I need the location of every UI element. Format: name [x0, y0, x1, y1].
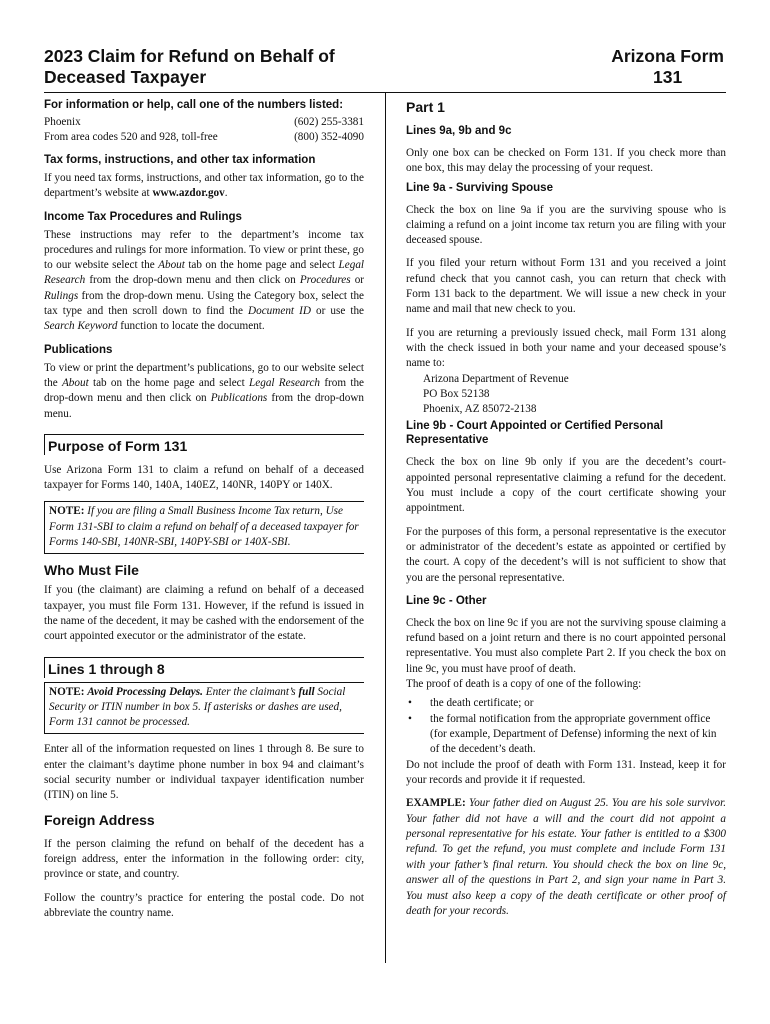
mailing-address [406, 372, 726, 418]
procedures-heading: Income Tax Procedures and Rulings [44, 210, 242, 223]
line-9b-text-1: Check the box on line 9b only if you are the decedent’s court-appointed personal representative claiming a refund for the decedent. You must include a copy of the court certificate showing your appointment. [406, 456, 726, 515]
title-line-1: 2023 Claim for Refund on Behalf of [44, 46, 335, 66]
foreign-address-text-1: If the person claiming the refund on behalf of the decedent has a foreign address, enter the information in the following order: city, province or state, and country. [44, 837, 364, 881]
lines-1-8-heading: Lines 1 through 8 [48, 660, 165, 677]
purpose-text: Use Arizona Form 131 to claim a refund on behalf of a deceased taxpayer for Forms 140, 140A, 140EZ, 140NR, 140PY or 140X. [44, 463, 364, 492]
lines-9-heading: Lines 9a, 9b and 9c [406, 125, 512, 137]
column-divider [385, 93, 386, 963]
website-link[interactable]: www.azdor.gov [152, 187, 225, 200]
example-label: EXAMPLE: [406, 797, 466, 810]
line-9c-text-2: The proof of death is a copy of one of the following: [406, 678, 642, 691]
title-line-2: Deceased Taxpayer [44, 67, 207, 87]
page-title [44, 46, 374, 88]
lines-9-text: Only one box can be checked on Form 131. If you check more than one box, this may delay the processing of your request. [406, 147, 726, 175]
example-paragraph [406, 796, 726, 919]
form-number [611, 46, 724, 88]
form-label: Arizona Form [611, 46, 724, 66]
phone-row-phoenix [44, 115, 364, 130]
list-item: • the death certificate; or [406, 696, 726, 711]
lines-note: NOTE: Avoid Processing Delays. Enter the claimant’s full Social Security or ITIN number in box 5. If asterisks or dashes are used, Form 131 cannot be processed. [44, 682, 364, 735]
address-line: Phoenix, AZ 85072-2138 [423, 403, 537, 416]
procedures-text: These instructions may refer to the department’s income tax procedures and rulings for more information. To view or print these, go to our website select the About tab on the home page and select Legal Research from the drop-down menu and then click on Procedures or Rulings from the drop-down menu. Using the Category box, select the tax type and then scroll down to find the Document ID or use the Search Keyword function to locate the document. [44, 228, 365, 333]
line-9c-text-1: Check the box on line 9c if you are not the surviving spouse claiming a refund based on a joint return and there is no court appointed personal representative. You must also complete Part 2. If you check the box on line 9c, you must have proof of death. [406, 616, 726, 675]
part-1-heading: Part 1 [406, 99, 445, 115]
left-column [44, 96, 364, 921]
who-must-file-text: If you (the claimant) are claiming a refund on behalf of a deceased taxpayer, you must file Form 131. However, if the refund is issued in the name of the decedent, it may be cashed with the endorsement of the court appointed executor or the administrator of the estate. [44, 584, 364, 643]
line-9a-text-3: If you are returning a previously issued check, mail Form 131 along with the check issued in both your name and your deceased spouse’s name to: [406, 326, 726, 370]
foreign-address-text-2: Follow the country’s practice for entering the postal code. Do not abbreviate the country name. [44, 891, 364, 919]
phone-label: From area codes 520 and 928, toll-free [44, 131, 218, 143]
bullet-icon: • [408, 697, 412, 710]
info-heading: For information or help, call one of the numbers listed: [44, 99, 344, 111]
purpose-section [44, 434, 364, 455]
bullet-icon: • [408, 712, 412, 725]
address-line: Arizona Department of Revenue [423, 372, 569, 385]
list-item: • the formal notification from the appropriate government office (for example, Department of Defense) informing the next of kin of the decedent’s death. [406, 712, 726, 758]
line-9b-text-2: For the purposes of this form, a personal representative is the executor or administrator of the decedent’s estate as appointed or certified by the court. A copy of the decedent’s will is not sufficient to show that you are the personal representative. [406, 525, 726, 584]
address-line: PO Box 52138 [423, 387, 490, 400]
line-9c-text-3: Do not include the proof of death with Form 131. Instead, keep it for your records and provide it if requested. [406, 758, 726, 786]
line-9a-text-1: Check the box on line 9a if you are the surviving spouse who is claiming a refund on a joint income tax return you are filing with your deceased spouse. [406, 203, 726, 247]
line-9c-heading: Line 9c - Other [406, 594, 487, 607]
phone-number: (602) 255-3381 [294, 116, 364, 128]
line-9b-heading: Line 9b - Court Appointed or Certified Personal Representative [406, 420, 664, 447]
line-9a-text-2: If you filed your return without Form 131 and you received a joint refund check that you cannot cash, you can return that check with Form 131 back to the department. We will issue a new check in your name and mail that new check to you. [406, 257, 726, 316]
tax-forms-heading: Tax forms, instructions, and other tax information [44, 154, 316, 166]
line-9a-heading: Line 9a - Surviving Spouse [406, 181, 553, 194]
right-column [406, 96, 726, 919]
phone-row-tollfree [44, 130, 364, 145]
lines-1-8-text: Enter all of the information requested on lines 1 through 8. Be sure to enter the claimant’s daytime phone number in box 94 and claimant’s social security number or individual taxpayer identification number (ITIN) on line 5. [44, 743, 364, 802]
phone-label: Phoenix [44, 116, 81, 128]
publications-heading: Publications [44, 343, 113, 356]
foreign-address-heading: Foreign Address [44, 811, 155, 828]
example-text: Your father died on August 25. You are his sole survivor. Your father did not have a will and the court did not appoint a personal representative for his estate. Your father is entitled to a $300 refund. To get the refund, you must complete and include Form 131 with your father’s final return. You should check the box on line 9c, answer all of the questions in Part 2, and sign your name in Part 3. You must also keep a copy of the death certificate or other proof of death for your records. [406, 797, 726, 917]
publications-text: To view or print the department’s publications, go to our website select the About tab on the home page and select Legal Research from the drop-down menu and then click on Publications from the drop-down menu. [44, 361, 365, 420]
tax-forms-text: If you need tax forms, instructions, and other tax information, go to the department’s website at www.azdor.gov. [44, 172, 364, 200]
purpose-note: NOTE: If you are filing a Small Business Income Tax return, Use Form 131-SBI to claim a refund on behalf of a deceased taxpayer for Forms 140-SBI, 140NR-SBI, 140PY-SBI or 140X-SBI. [44, 501, 364, 554]
lines-1-8-section [44, 657, 364, 678]
who-must-file-heading: Who Must File [44, 562, 139, 579]
phone-number: (800) 352-4090 [294, 131, 364, 143]
form-number-value: 131 [653, 67, 683, 87]
purpose-heading: Purpose of Form 131 [48, 437, 188, 454]
